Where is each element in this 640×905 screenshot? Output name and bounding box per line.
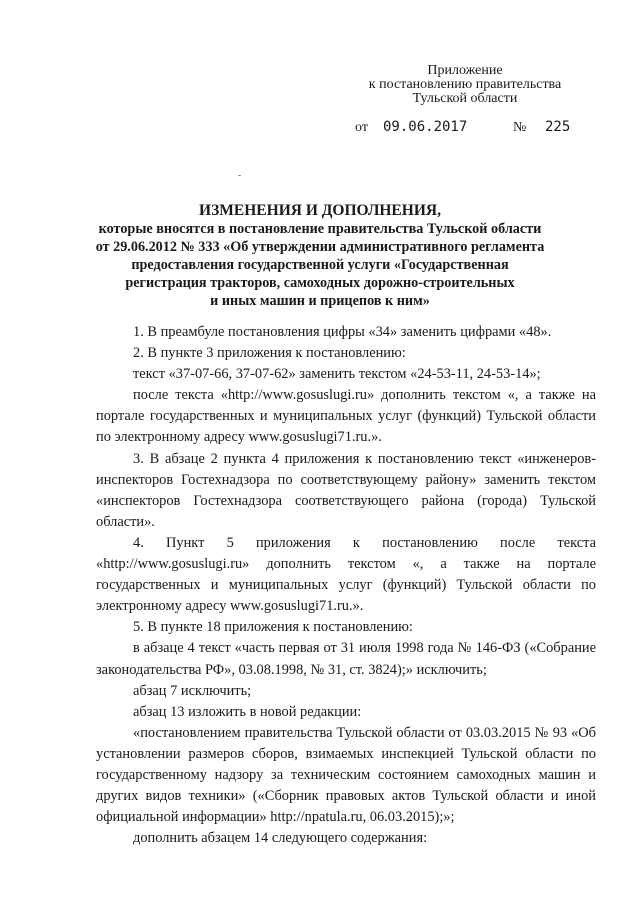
heading-line-5: и иных машин и прицепов к ним» [210, 293, 430, 309]
document-number: 225 [545, 119, 571, 135]
scan-speck [238, 175, 241, 176]
heading-title: ИЗМЕНЕНИЯ И ДОПОЛНЕНИЯ, [199, 202, 441, 219]
paragraph: 2. В пункте 3 приложения к постановлению: [133, 345, 406, 362]
number-label: № [513, 120, 527, 135]
paragraph: 4. Пункт 5 приложения к постановлению после текста «http://www.gosuslugi.ru» дополнить текстом «, а также на портале государственных и муниципальных услуг (функций) Тульской области по электронному адресу www.gosuslugi71.ru.». [96, 534, 596, 615]
appendix-line-1: Приложение [427, 63, 503, 78]
document-body [96, 322, 596, 849]
document-date: 09.06.2017 [383, 119, 468, 135]
appendix-line-3: Тульской области [412, 91, 518, 106]
appendix-line-2: к постановлению правительства [368, 77, 562, 92]
date-label: от [355, 120, 368, 135]
paragraph: текст «37-07-66, 37-07-62» заменить текстом «24-53-11, 24-53-14»; [133, 366, 541, 383]
paragraph: абзац 13 изложить в новой редакции: [133, 703, 362, 720]
document-heading [95, 202, 545, 310]
paragraph: после текста «http://www.gosuslugi.ru» дополнить текстом «, а также на портале государственных и муниципальных услуг (функций) Тульской области по электронному адресу www.gosuslugi71.ru.». [96, 387, 596, 446]
paragraph: в абзаце 4 текст «часть первая от 31 июля 1998 года № 146-ФЗ («Собрание законодательства РФ», 03.08.1998, № 31, ст. 3824);» исключить; [96, 640, 596, 678]
heading-line-3: предоставления государственной услуги «Государственная [131, 257, 509, 273]
paragraph: 5. В пункте 18 приложения к постановлению: [133, 619, 413, 636]
heading-line-4: регистрация тракторов, самоходных дорожно-строительных [125, 275, 515, 291]
paragraph: 3. В абзаце 2 пункта 4 приложения к постановлению текст «инженеров-инспекторов Гостехнадзора по соответствующему району» заменить текстом «инспекторов Гостехнадзора соответствующего района (города) Тульской области». [96, 450, 596, 530]
paragraph: 1. В преамбуле постановления цифры «34» заменить цифрами «48». [133, 324, 552, 340]
appendix-header [355, 64, 575, 106]
paragraph: абзац 7 исключить; [133, 682, 252, 699]
paragraph: «постановлением правительства Тульской области от 03.03.2015 № 93 «Об установлении размеров сборов, взимаемых инспекцией Тульской области по государственному надзору за техническим состоянием самоходных машин и других видов техники» («Сборник правовых актов Тульской области и иной официальной информации» http://npatula.ru, 06.03.2015);»; [96, 724, 596, 826]
paragraph: дополнить абзацем 14 следующего содержания: [133, 830, 428, 847]
heading-line-2: от 29.06.2012 № 333 «Об утверждении административного регламента [95, 239, 545, 255]
heading-line-1: которые вносятся в постановление правительства Тульской области [98, 221, 542, 237]
